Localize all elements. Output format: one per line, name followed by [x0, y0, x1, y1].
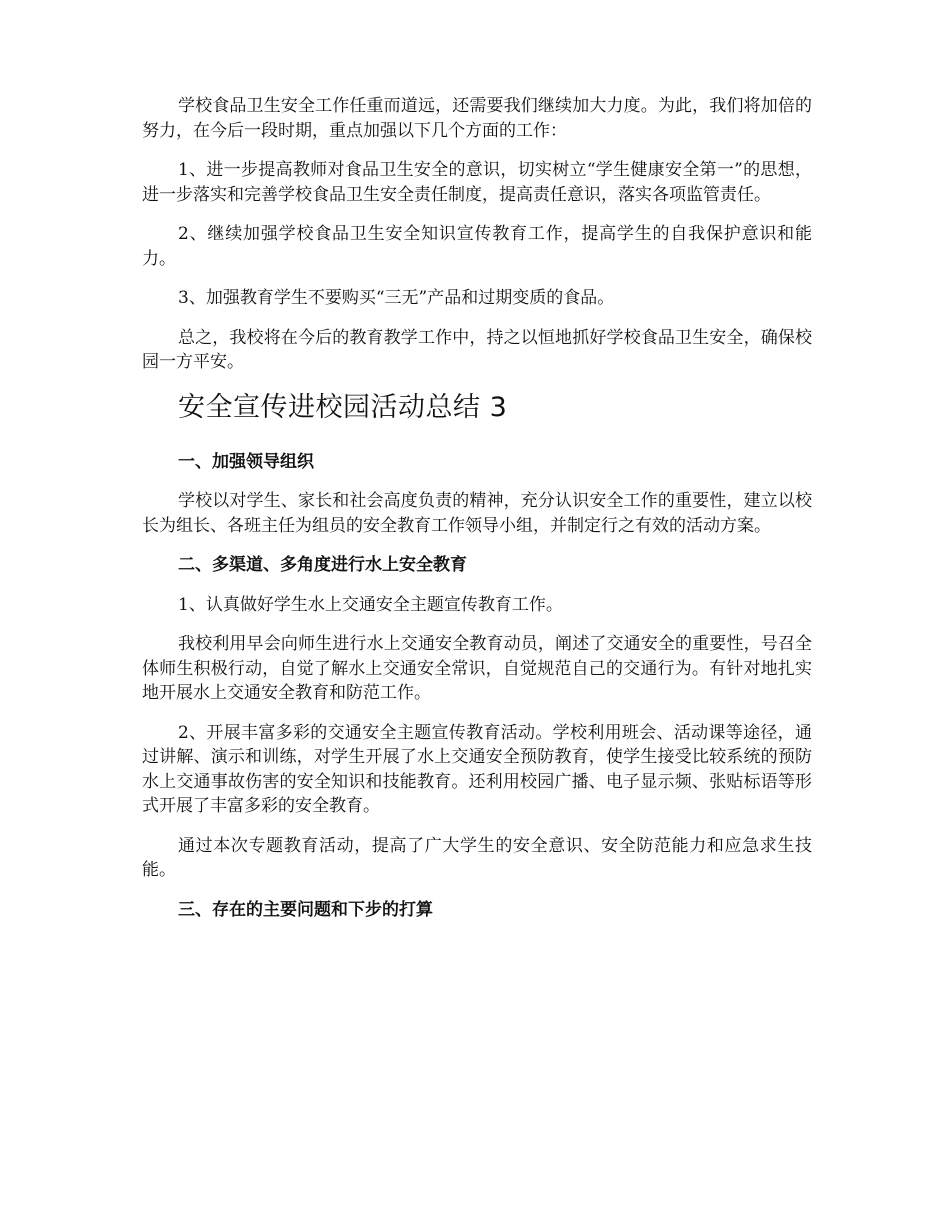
intro-paragraph: 学校食品卫生安全工作任重而道远，还需要我们继续加大力度。为此，我们将加倍的努力，在今后一段时期，重点加强以下几个方面的工作：: [142, 96, 812, 141]
body-paragraph: 1、认真做好学生水上交通安全主题宣传教育工作。: [178, 594, 563, 615]
intro-paragraph: 3、加强教育学生不要购买“三无”产品和过期变质的食品。: [178, 288, 615, 308]
subheading-water-safety: 二、多渠道、多角度进行水上安全教育: [178, 555, 467, 575]
document-page: [142, 94, 812, 937]
body-paragraph: 我校利用早会向师生进行水上交通安全教育动员，阐述了交通安全的重要性，号召全体师生积极行动，自觉了解水上交通安全常识，自觉规范自己的交通行为。有针对地扎实地开展水上交通安全教育和防范工作。: [142, 634, 812, 703]
intro-paragraph: 1、进一步提高教师对食品卫生安全的意识，切实树立“学生健康安全第一”的思想，进一步落实和完善学校食品卫生安全责任制度，提高责任意识，落实各项监管责任。: [142, 160, 812, 205]
body-paragraph: 2、开展丰富多彩的交通安全主题宣传教育活动。学校利用班会、活动课等途径，通过讲解、演示和训练，对学生开展了水上交通安全预防教育，使学生接受比较系统的预防水上交通事故伤害的安全知识和技能教育。还利用校园广播、电子显示频、张贴标语等形式开展了丰富多彩的安全教育。: [142, 722, 812, 816]
intro-paragraph: 总之，我校将在今后的教育教学工作中，持之以恒地抓好学校食品卫生安全，确保校园一方平安。: [142, 327, 812, 372]
body-paragraph: 学校以对学生、家长和社会高度负责的精神，充分认识安全工作的重要性，建立以校长为组长、各班主任为组员的安全教育工作领导小组，并制定行之有效的活动方案。: [142, 491, 812, 536]
intro-paragraph: 2、继续加强学校食品卫生安全知识宣传教育工作，提高学生的自我保护意识和能力。: [142, 224, 812, 269]
subheading-leadership: 一、加强领导组织: [178, 451, 314, 472]
subheading-problems-plans: 三、存在的主要问题和下步的打算: [178, 899, 433, 920]
section-title: 安全宣传进校园活动总结 3: [178, 391, 508, 423]
body-paragraph: 通过本次专题教育活动，提高了广大学生的安全意识、安全防范能力和应急求生技能。: [142, 835, 812, 880]
